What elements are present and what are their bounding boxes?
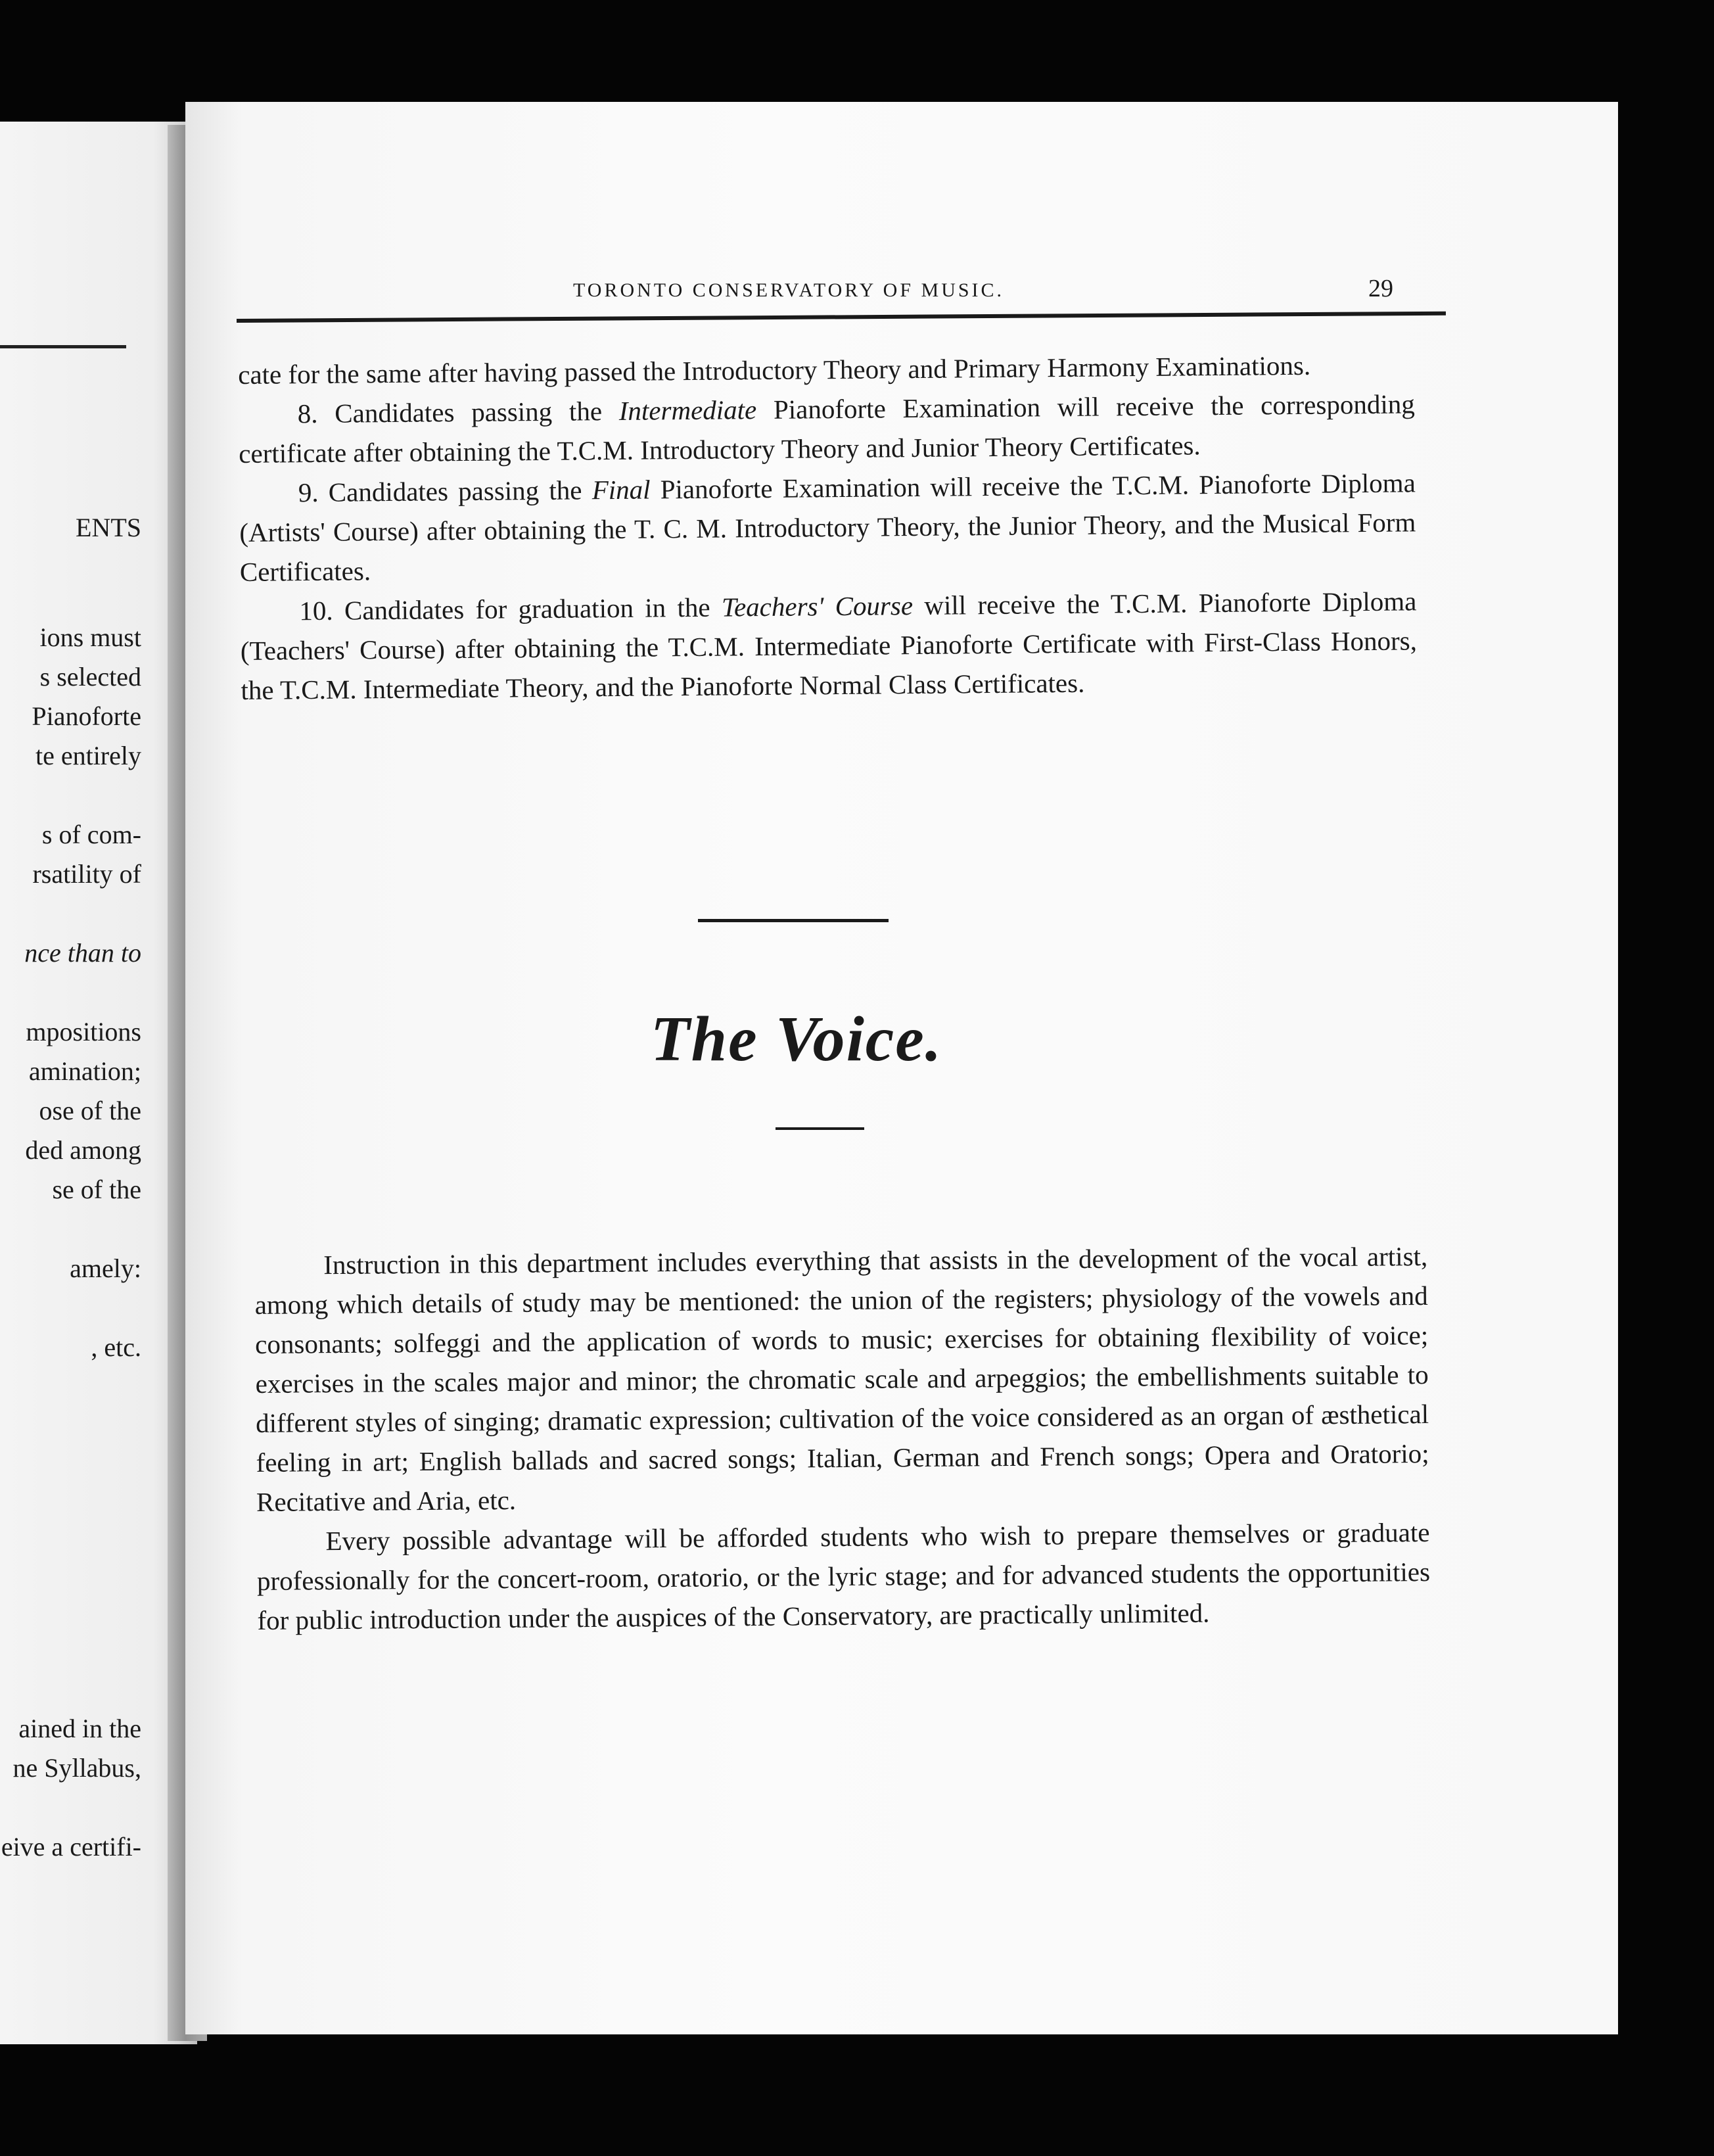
item-text: Pianoforte Examination will receive the corresponding certificate after obtaining the T.C.M. Introductory Theory and Junior Theory Certificates. [239,388,1415,469]
left-page-line: s selected [39,662,141,691]
body-paragraph: Every possible advantage will be afforded students who wish to prepare themselves or graduate professionally for the concert-room, oratorio, or the lyric stage; and for advanced students the opportunities for public introduction under the auspices of the Conservatory, are practically unlimited. [256,1516,1431,1635]
header-rule [237,312,1446,323]
item-number: 10. [299,595,333,626]
left-page-line: eive a certifi- [1,1832,141,1862]
left-page-line: nce than to [24,938,141,968]
item-emphasis: Final [591,474,651,505]
left-page-line: ained in the [18,1714,141,1743]
continued-paragraph: cate for the same after having passed the Introductory Theory and Primary Harmony Examinations. [238,350,1311,390]
right-page [185,102,1618,2034]
left-page-line: s of com- [41,820,141,849]
left-page-line: rsatility of [32,859,141,889]
left-page-line: ose of the [39,1096,141,1125]
item-number: 8. [297,398,318,429]
item-text: Candidates passing the [335,395,619,429]
page-number: 29 [1368,275,1393,302]
item-emphasis: Teachers' Course [721,590,914,622]
continued-text-block [238,344,1418,710]
left-page-line: Pianoforte [32,701,141,731]
item-text: will receive the T.C.M. Pianoforte Diploma (Teachers' Course) after obtaining the T.C.M. Intermediate Pianoforte Certificate with First-Class Honors, the T.C.M. Intermediate Theory, and the Pianoforte Normal Class Certificates. [240,586,1418,705]
item-number: 9. [298,477,319,508]
left-page-line: amination; [28,1056,141,1086]
title-underline-rule [776,1127,864,1130]
numbered-item [239,463,1417,592]
running-head: TORONTO CONSERVATORY OF MUSIC. [573,279,1005,301]
item-text: Candidates for graduation in the [344,592,722,626]
numbered-item [239,384,1416,473]
item-text: Pianoforte Examination will receive the T.C.M. Pianoforte Diploma (Artists' Course) after obtaining the T. C. M. Introductory Theory, the Junior Theory, and the Musical Form Certificates. [239,467,1416,587]
left-page-line: se of the [52,1175,141,1204]
left-page-line: amely: [70,1254,141,1283]
left-page-line: , etc. [91,1332,141,1362]
left-page-line: ions must [39,622,141,652]
body-paragraph: Instruction in this department includes everything that assists in the development of the vocal artist, among which details of study may be mentioned: the union of the registers; physiology of the vowels and consonants; solfeggi and the application of words to music; exercises for obtaining flexibility of voice; exercises in the scales major and minor; the chromatic scale and arpeggios; the embellishments suitable to different styles of singing; dramatic expression; cultivation of the voice considered as an organ of æsthetical feeling in art; English ballads and sacred songs; Italian, German and French songs; Opera and Oratorio; Recitative and Aria, etc. [254,1240,1429,1517]
left-page-line: ded among [25,1135,141,1165]
section-divider-rule [698,919,889,922]
left-page-line: te entirely [35,741,141,770]
left-page-line: ENTS [76,513,141,542]
numbered-item [240,581,1418,710]
section-title: The Voice. [650,1004,943,1075]
item-emphasis: Intermediate [618,394,757,426]
left-page-rule [0,345,126,348]
left-page-line: ne Syllabus, [12,1753,141,1783]
left-page-line: mpositions [26,1017,141,1046]
item-text: Candidates passing the [328,475,592,507]
voice-section-body [254,1236,1431,1640]
